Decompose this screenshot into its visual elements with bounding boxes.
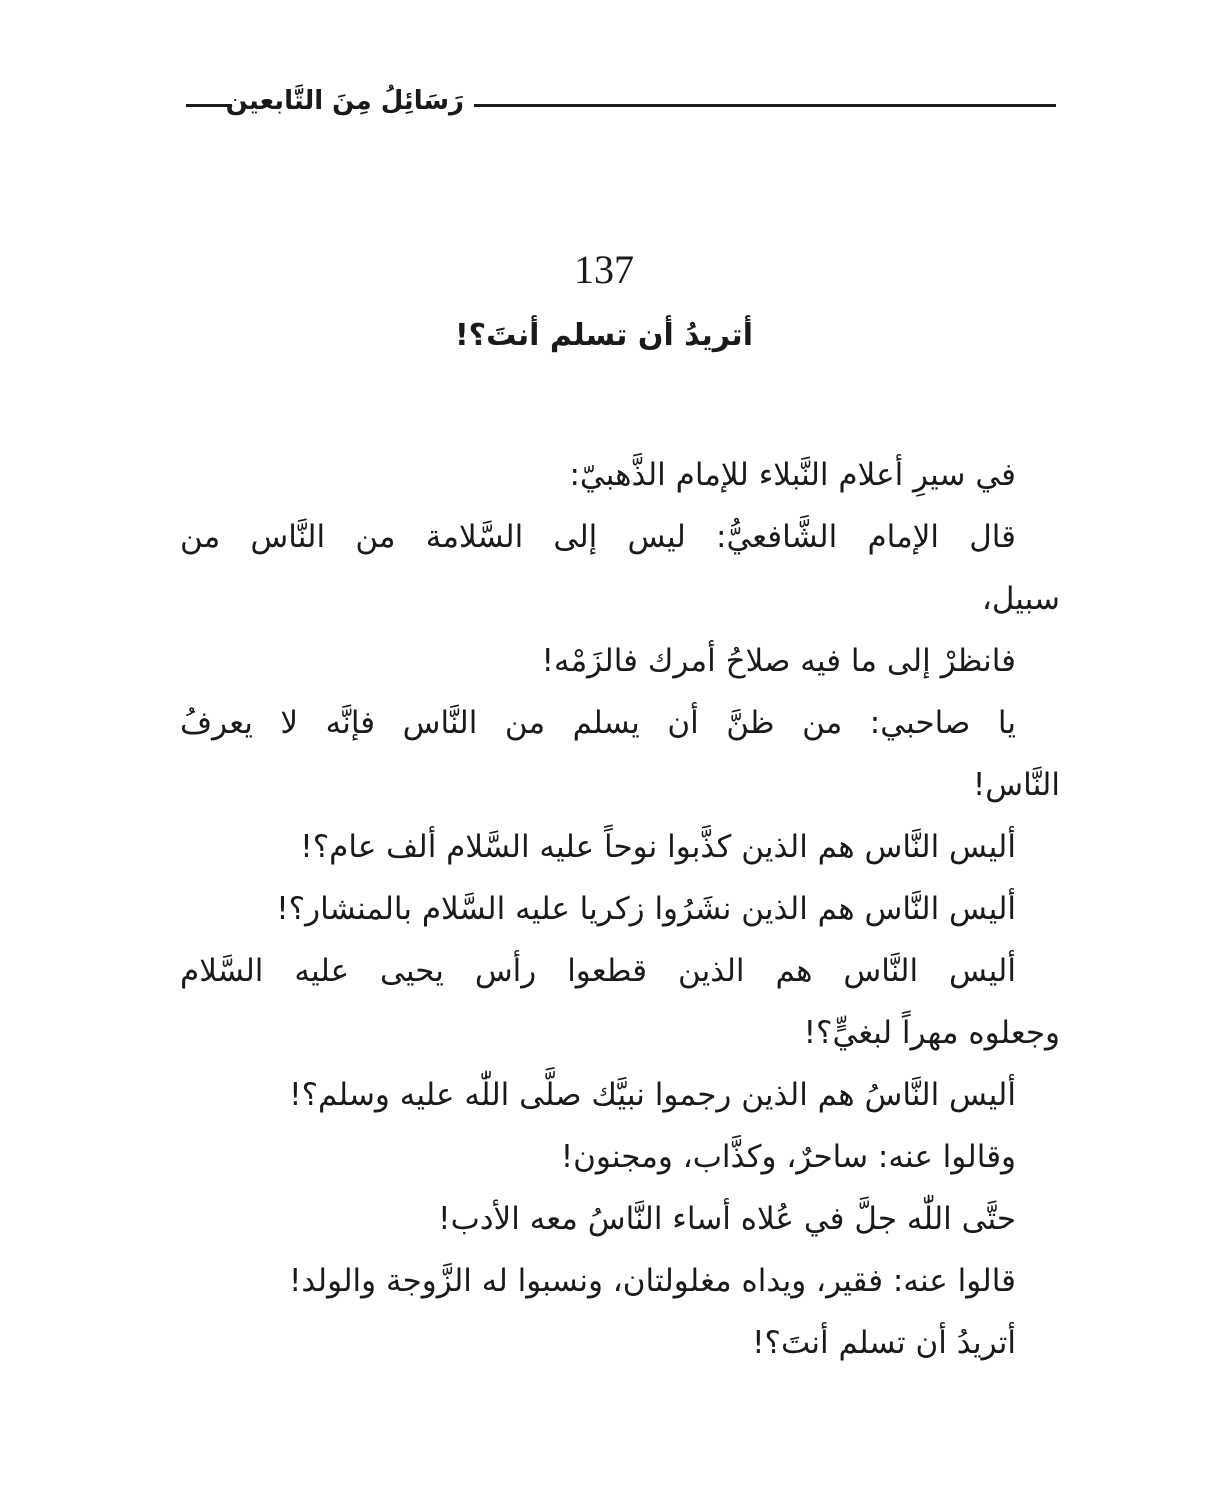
book-title: رَسَائِلُ مِنَ التَّابعين bbox=[225, 86, 464, 116]
text-line: أليس النَّاسُ هم الذين رجموا نبيَّك صلَّى اللّٰه عليه وسلم؟! bbox=[289, 1077, 1016, 1113]
text-line: قالوا عنه: فقير، ويداه مغلولتان، ونسبوا له الزَّوجة والولد! bbox=[288, 1263, 1016, 1299]
running-header bbox=[186, 82, 1056, 122]
chapter-number: 137 bbox=[574, 247, 634, 292]
chapter-title: أتريدُ أن تسلم أنتَ؟! bbox=[455, 318, 753, 353]
text-line: أليس النَّاس هم الذين نشَرُوا زكريا عليه السَّلام بالمنشار؟! bbox=[276, 891, 1016, 927]
text-line: وجعلوه مهراً لبغيٍّ؟! bbox=[803, 1015, 1060, 1051]
text-line: أليس النَّاس هم الذين قطعوا رأس يحيى عليه السَّلام bbox=[180, 953, 1016, 989]
text-line: وقالوا عنه: ساحرٌ، وكذَّاب، ومجنون! bbox=[560, 1139, 1016, 1175]
text-line: في سيرِ أعلام النَّبلاء للإمام الذَّهبيّ: bbox=[569, 457, 1016, 493]
body-text bbox=[180, 444, 1060, 1374]
text-line: النَّاس! bbox=[972, 767, 1060, 803]
text-line: يا صاحبي: من ظنَّ أن يسلم من النَّاس فإنَّه لا يعرفُ bbox=[180, 705, 1016, 741]
text-line: سبيل، bbox=[981, 581, 1060, 617]
header-rule-right bbox=[474, 104, 1056, 107]
text-line: أليس النَّاس هم الذين كذَّبوا نوحاً عليه السَّلام ألف عام؟! bbox=[300, 829, 1016, 865]
text-line: أتريدُ أن تسلم أنتَ؟! bbox=[752, 1325, 1016, 1361]
text-line: فانظرْ إلى ما فيه صلاحُ أمرك فالزَمْه! bbox=[541, 643, 1016, 679]
text-line: قال الإمام الشَّافعيُّ: ليس إلى السَّلامة من النَّاس من bbox=[180, 519, 1016, 555]
text-line: حتَّى اللّٰه جلَّ في عُلاه أساء النَّاسُ معه الأدب! bbox=[438, 1201, 1016, 1237]
